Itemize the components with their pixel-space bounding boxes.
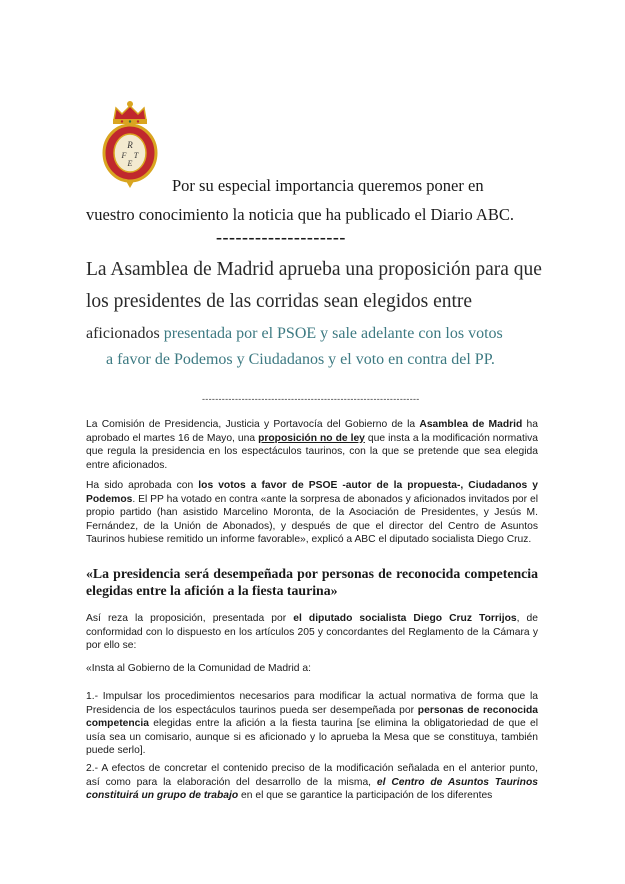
paragraph-6 — [86, 762, 538, 803]
p1-text-e: que insta a la modificación normativa que regula la presidencia en los espectáculos taurinos, con la que se pretende que sea elegida entre aficionados. — [86, 432, 539, 471]
p1-text-a: La Comisión de Presidencia, Justicia y Portavocía del Gobierno de la — [86, 419, 420, 430]
p5-text-a: 1.- Impulsar los procedimientos necesarios para modificar la actual normativa de forma que la Presidencia de los espectáculos taurinos pueda ser desempeñada por — [86, 691, 538, 716]
paragraph-2 — [86, 479, 538, 547]
headline-line-4 — [106, 344, 576, 376]
svg-text:E: E — [127, 159, 133, 168]
paragraph-3 — [86, 612, 538, 653]
svg-text:R: R — [127, 140, 133, 150]
p3-text-c: , de conformidad con lo dispuesto en los artículos 205 y concordantes del Reglamento de la Cámara y por ello se: — [86, 613, 539, 652]
intro-line-1: Por su especial importancia queremos poner en — [172, 176, 484, 195]
headline-line-1: La Asamblea de Madrid aprueba una proposición para que — [86, 259, 542, 280]
p1-text-c: ha aprobado el martes 16 de Mayo, una — [86, 419, 538, 444]
p3-bold-diputado: el diputado socialista Diego Cruz Torrijos — [293, 613, 517, 624]
pull-quote: «La presidencia será desempeñada por personas de reconocida competencia elegidas entre la afición a la fiesta taurina» — [86, 566, 538, 598]
p1-bold-asamblea: Asamblea de Madrid — [419, 419, 523, 430]
svg-text:T: T — [133, 151, 139, 160]
headline-line-2: los presidentes de las corridas sean elegidos entre — [86, 291, 473, 312]
crest-logo — [100, 98, 160, 190]
p5-bold-personas: personas de reconocida competencia — [86, 704, 538, 730]
p6-text-c: en el que se garantice la participación de los diferentes — [238, 790, 493, 802]
p2-text-a: Ha sido aprobada con — [86, 480, 199, 491]
p2-text-c: . El PP ha votado en contra «ante la sorpresa de abonados y aficionados invitados por el propio partido (han asistido Marcelino Moronta, de la Asociación de Presidentes, y Jesús M. Fernández, de la Unión de Abonados), y después de que el director del Centro de Asuntos Taurinos hubiese remitido un informe favorable», explicó a ABC el diputado socialista Diego Cruz. — [86, 493, 538, 546]
headline-line-3-plain: aficionados — [86, 325, 164, 342]
paragraph-5 — [86, 690, 538, 758]
p3-text-a: Así reza la proposición, presentada por — [86, 613, 294, 624]
p6-text-a: 2.- A efectos de concretar el contenido preciso de la modificación señalada en el anterior punto, así como para la elaboración del desarrollo de la misma, — [86, 763, 538, 788]
svg-text:F: F — [121, 151, 127, 160]
divider-dashes-big: -------------------- — [216, 227, 346, 247]
p5-text-c: elegidas entre la afición a la fiesta taurina [se elimina la obligatoriedad de que el usía sea un comisario, aunque si es aficionado y lo aprueba la Mesa que se constituya, también puede serlo]. — [86, 718, 538, 757]
p2-bold-votos: los votos a favor de PSOE -autor de la propuesta-, Ciudadanos y Podemos — [86, 480, 538, 505]
paragraph-4: «Insta al Gobierno de la Comunidad de Madrid a: — [86, 663, 311, 674]
paragraph-1 — [86, 418, 538, 472]
headline-line-3-accent: presentada por el PSOE y sale adelante con los votos — [163, 325, 503, 342]
intro-line-2: vuestro conocimiento la noticia que ha publicado el Diario ABC. — [86, 205, 514, 224]
headline-line-4-accent: a favor de Podemos y Ciudadanos y el voto en contra del PP. — [106, 351, 495, 368]
crown-icon — [113, 101, 147, 124]
p1-link-proposicion[interactable]: proposición no de ley — [258, 432, 365, 444]
p6-bold-italic-centro: el Centro de Asuntos Taurinos constituirá un grupo de trabajo — [86, 776, 538, 802]
divider-dashes-small: ------------------------------------------------------------------ — [202, 394, 420, 404]
